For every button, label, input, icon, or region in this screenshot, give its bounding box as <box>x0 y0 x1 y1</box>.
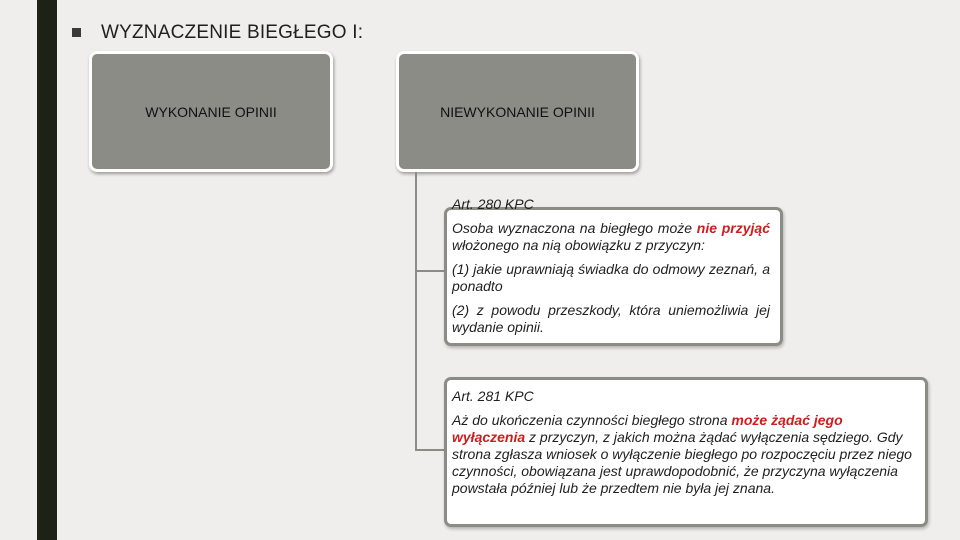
article-280-paragraph-2: (1) jakie uprawniają świadka do odmowy zeznań, a ponadto <box>452 261 770 294</box>
article-281-heading: Art. 281 KPC <box>452 388 534 404</box>
bullet-square-icon <box>72 28 81 37</box>
slide-title: WYZNACZENIE BIEGŁEGO I: <box>101 22 364 43</box>
branch-label-niewykonanie: NIEWYKONANIE OPINII <box>440 104 595 120</box>
article-281-body <box>452 412 912 497</box>
article-280-p1-highlight: nie przyjąć <box>696 220 770 236</box>
article-281-text <box>452 388 912 497</box>
article-280-p1-before: Osoba wyznaczona na biegłego może <box>452 220 697 236</box>
branch-box-niewykonanie <box>396 51 639 172</box>
connector-line-art281 <box>415 449 445 451</box>
article-280-heading: Art. 280 KPC <box>452 196 534 212</box>
branch-label-wykonanie: WYKONANIE OPINII <box>145 104 277 120</box>
decorative-side-bar <box>37 0 57 540</box>
article-281-body-after: z przyczyn, z jakich można żądać wyłączenia sędziego. Gdy strona zgłasza wniosek o wyłączenie biegłego po rozpoczęciu przez niego czynności, obowiązana jest uprawdopodobnić, że przyczyna wyłączenia powstała później lub że przedtem nie była jej znana. <box>452 429 912 496</box>
article-280-paragraph-1 <box>452 220 770 254</box>
connector-line-art280 <box>415 270 445 272</box>
connector-vertical-line <box>415 172 417 450</box>
article-280-paragraph-3: (2) z powodu przeszkody, która uniemożliwia jej wydanie opinii. <box>452 302 770 335</box>
article-281-body-highlight: może żądać jego wyłączenia <box>452 412 843 445</box>
article-280-p1-after: włożonego na nią obowiązku z przyczyn: <box>452 237 705 253</box>
article-281-body-before: Aż do ukończenia czynności biegłego strona <box>452 412 732 428</box>
branch-box-wykonanie <box>89 51 333 172</box>
article-280-text <box>452 196 770 336</box>
